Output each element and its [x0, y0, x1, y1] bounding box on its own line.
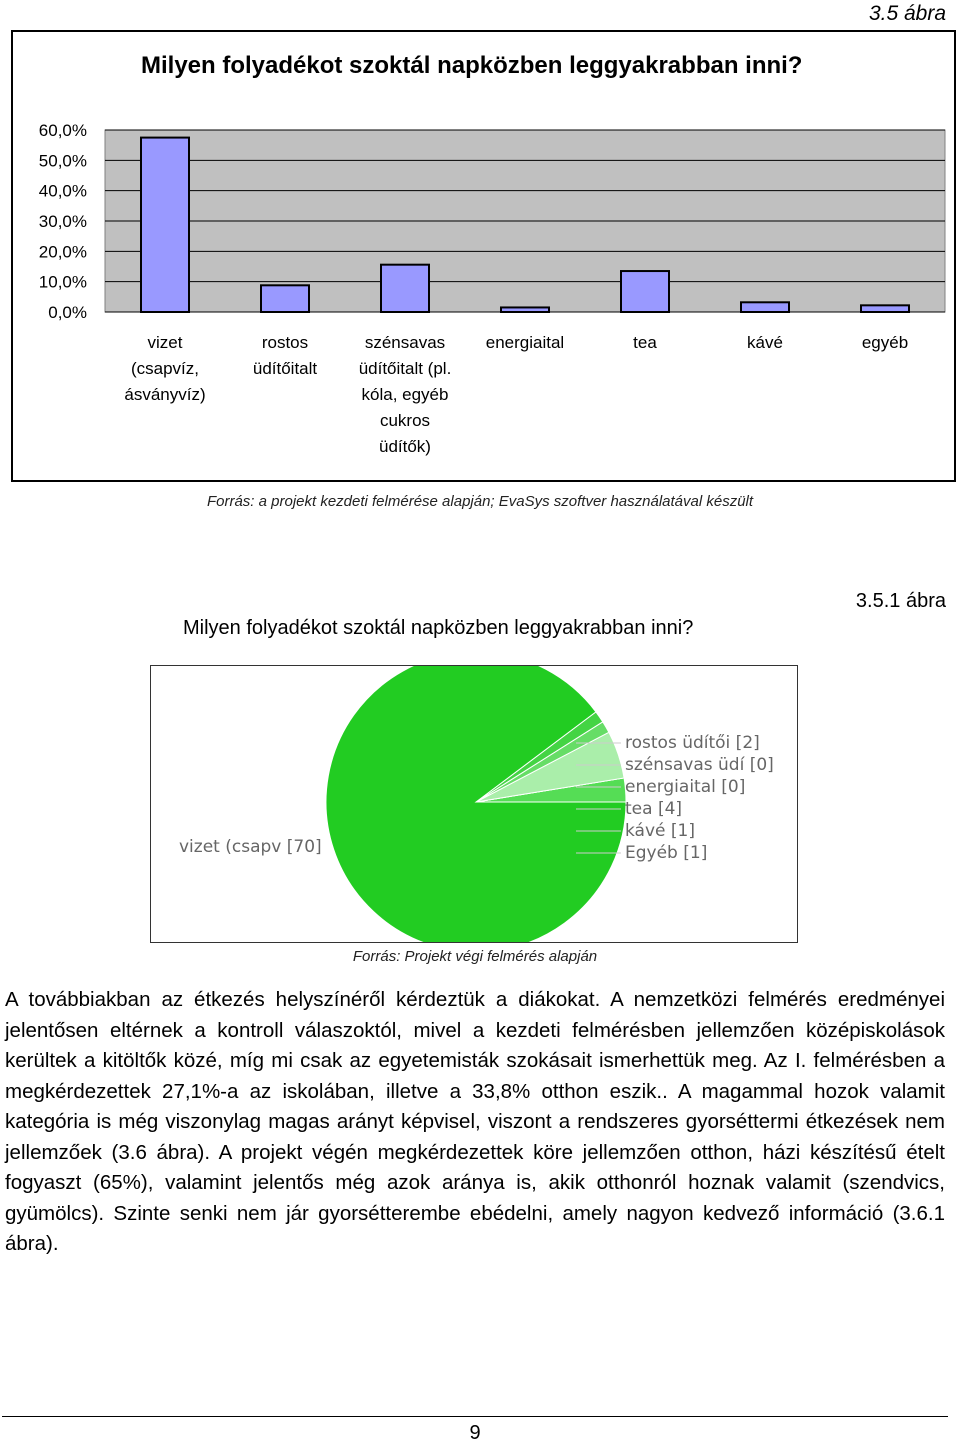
y-tick-label: 50,0%: [38, 151, 87, 171]
pie-slice-label: szénsavas üdí [0]: [625, 755, 774, 775]
pie-slice-label: rostos üdítői [2]: [625, 733, 760, 753]
pie-slice-label: vizet (csapv [70]: [179, 837, 322, 857]
y-tick-label: 40,0%: [38, 181, 87, 201]
bar-chart-title: Milyen folyadékot szoktál napközben leggyakrabban inni?: [141, 52, 803, 79]
x-tick-label: kávé: [747, 333, 783, 352]
bar: [261, 285, 309, 312]
paragraph: A továbbiakban az étkezés helyszínéről kérdeztük a diákokat. A nemzetközi felmérés eredményei jelentősen eltérnek a kontroll válaszoktól, mivel a kezdeti felmérésben jellemzően középiskolások kerültek a kitöltők közé, míg mi csak az egyetemisták szokásait ismerhettük meg. Az I. felmérésben a megkérdezettek 27,1%-a az iskolában, illetve a 33,8% otthon eszik.. A magammal hozok valamit kategória is még viszonylag magas arányt képvisel, viszont a rendszeres gyorséttermi étkezések nem jellemzőek (3.6 ábra). A projekt végén megkérdezettek köre jellemzően otthon, házi készítésű ételt fogyaszt (65%), valamint jelentős még azok aránya is, akik otthonról hoznak valamit (szendvics, gyümölcs). Szinte senki nem jár gyorsétterembe ebédelni, amely nagyon kedvező információ (3.6.1 ábra).: [5, 988, 945, 1255]
pie-chart-frame: [150, 665, 798, 943]
y-tick-label: 20,0%: [38, 242, 87, 262]
pie-chart-title: Milyen folyadékot szoktál napközben leggyakrabban inni?: [183, 617, 694, 639]
pie-chart: [151, 666, 797, 942]
x-tick-label: szénsavas üdítőitalt (pl. kóla, egyéb cukros üdítők): [358, 333, 452, 456]
bar: [381, 265, 429, 312]
page-number: 9: [469, 1422, 481, 1444]
figure-source: Forrás: a projekt kezdeti felmérése alapján; EvaSys szoftver használatával készült: [206, 493, 754, 510]
x-tick-label: vizet (csapvíz, ásványvíz): [124, 333, 206, 404]
bar: [501, 307, 549, 312]
pie-slice-label: tea [4]: [625, 799, 683, 819]
footer-divider: [2, 1416, 948, 1417]
pie-slice-label: Egyéb [1]: [625, 843, 708, 863]
pie-slice-label: kávé [1]: [625, 821, 695, 841]
pie-slice: [326, 666, 626, 942]
bar: [621, 271, 669, 312]
figure-label: 3.5 ábra: [868, 2, 946, 25]
pie-slice-label: energiaital [0]: [625, 777, 746, 797]
x-tick-label: tea: [633, 333, 657, 352]
x-tick-label: rostos üdítőitalt: [252, 333, 318, 378]
y-tick-label: 60,0%: [38, 121, 87, 140]
bar-chart-frame: [11, 30, 956, 482]
y-tick-label: 30,0%: [38, 212, 87, 231]
body-text: [5, 985, 945, 1260]
y-tick-label: 10,0%: [38, 272, 87, 292]
y-tick-label: 0,0%: [48, 303, 87, 322]
x-tick-label: energiaital: [485, 333, 565, 352]
bar-chart: [13, 32, 954, 480]
bar: [861, 305, 909, 312]
figure-source: Forrás: Projekt végi felmérés alapján: [352, 948, 598, 965]
x-tick-label: egyéb: [861, 333, 909, 352]
bar: [141, 138, 189, 312]
figure-label: 3.5.1 ábra: [855, 590, 946, 612]
bar: [741, 302, 789, 312]
